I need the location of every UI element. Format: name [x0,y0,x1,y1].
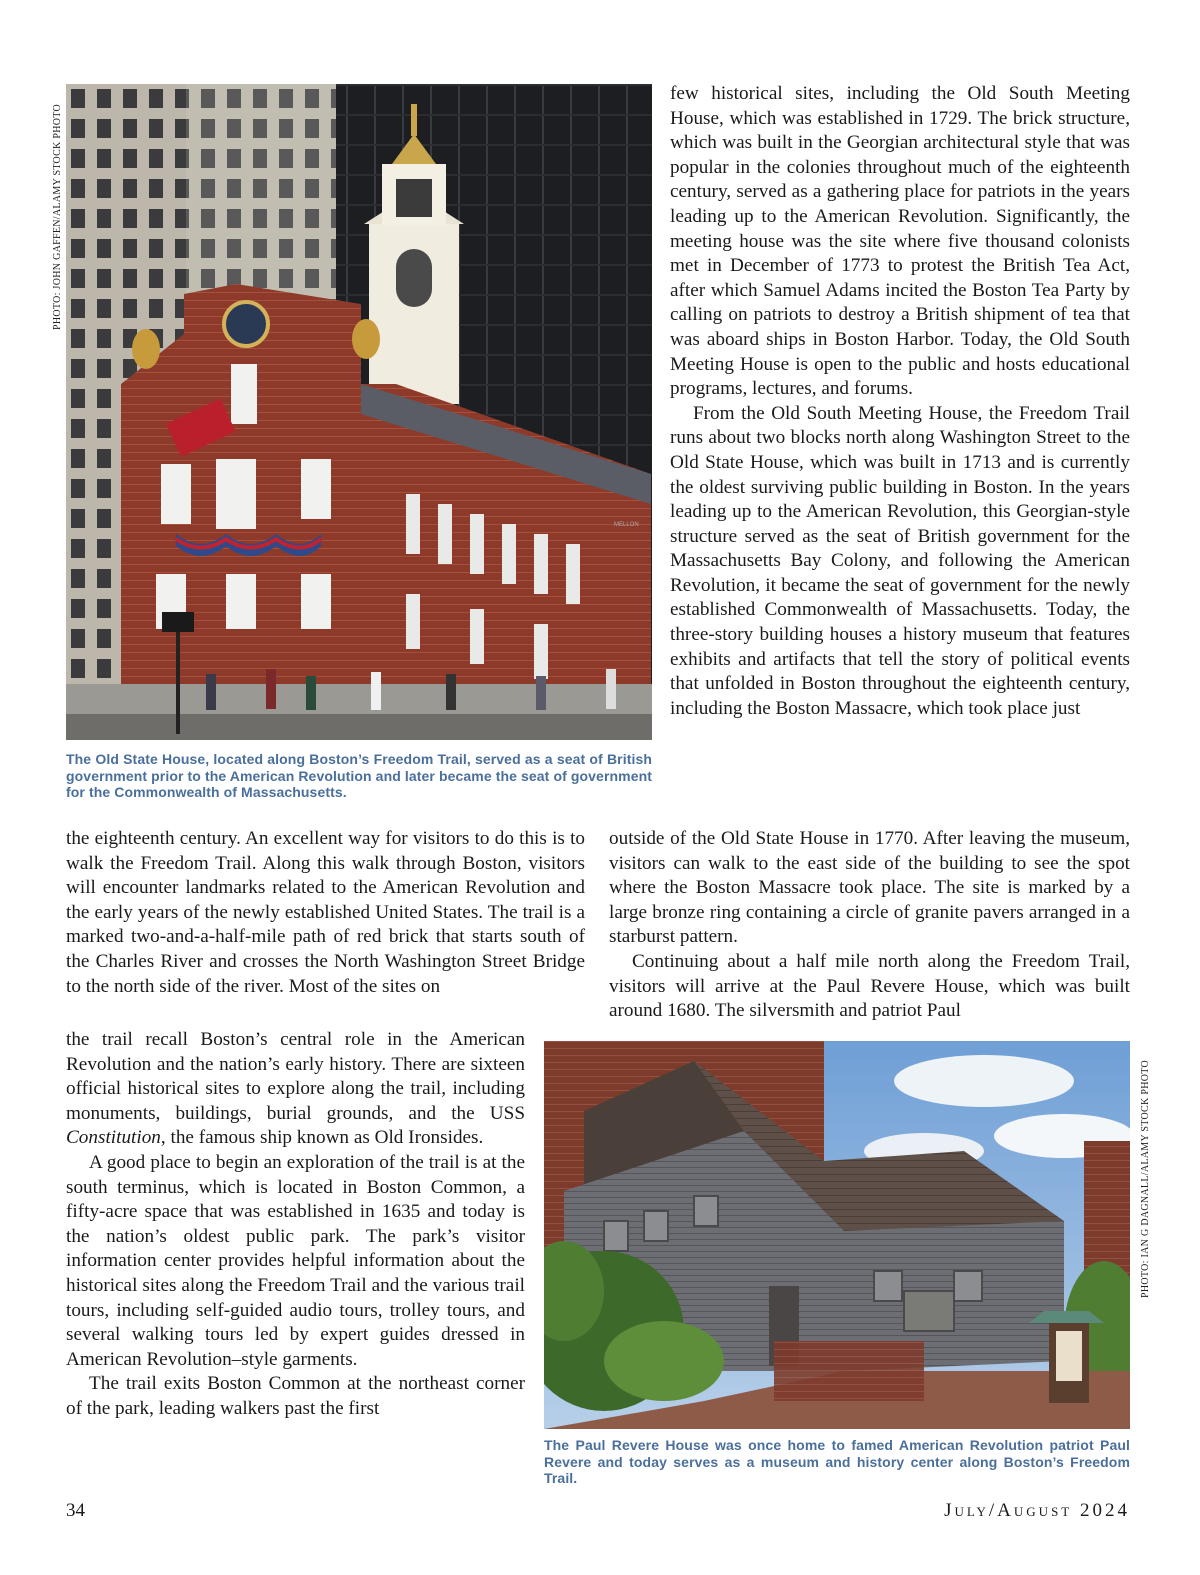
old-state-house-illustration [66,84,652,740]
mellon-sign: MELLON [614,522,639,528]
photo1-caption: The Old State House, located along Boston’s Freedom Trail, served as a seat of British government prior to the American Revolution and later became the seat of government for the Commonwealth of Massachusetts. [66,751,652,801]
paul-revere-house-photo [544,1041,1130,1429]
photo2-caption: The Paul Revere House was once home to famed American Revolution patriot Paul Revere and today serves as a museum and history center along Boston’s Freedom Trail. [544,1437,1130,1487]
photo2-credit: PHOTO: IAN G DAGNALL/ALAMY STOCK PHOTO [1140,1060,1151,1298]
photo1-credit: PHOTO: JOHN GAFFEN/ALAMY STOCK PHOTO [52,103,63,330]
left-column-text-a [66,827,585,999]
paragraph: Continuing about a half mile north along the Freedom Trail, visitors will arrive at the Paul Revere House, which was built around 1680. The silversmith and patriot Paul [609,950,1130,1022]
paragraph: A good place to begin an exploration of the trail is at the south terminus, which is located in Boston Common, a fifty-acre space that was established in 1635 and today is the nation’s oldest public park. The park’s visitor information center provides helpful information about the historical sites along the Freedom Trail and the various trail tours, including self-guided audio tours, trolley tours, and several walking tours led by expert guides dressed in American Revolution–style garments. [66,1151,525,1370]
page-number: 34 [66,1500,85,1521]
right-column-mid-text [609,827,1130,1024]
paragraph-part: the trail recall Boston’s central role in the American Revolution and the nation’s early history. There are sixteen official historical sites to explore along the trail, including monuments, buildings, burial grounds, and the USS [66,1029,525,1124]
paragraph: The trail exits Boston Common at the northeast corner of the park, leading walkers past the first [66,1373,525,1419]
paragraph [66,1028,525,1151]
paragraph: few historical sites, including the Old South Meeting House, which was established in 1729. The brick structure, which was built in the Georgian architectural style that was popular in the colonies throughout much of the eighteenth century, served as a gathering place for patriots in the years leading up to the American Revolution. Significantly, the meeting house was the site where five thousand colonists met in December of 1773 to protest the British Tea Act, after which Samuel Adams incited the Boston Tea Party by calling on patriots to destroy a British shipment of tea that was aboard ships in Boston Harbor. Today, the Old South Meeting House is open to the public and hosts educational programs, lectures, and forums. [670,83,1130,400]
paragraph: outside of the Old State House in 1770. After leaving the museum, visitors can walk to the east side of the building to see the spot where the Boston Massacre took place. The site is marked by a large bronze ring containing a circle of granite pavers arranged in a starburst pattern. [609,828,1130,948]
left-column-text-b [66,1028,525,1422]
issue-date: July/August 2024 [944,1500,1130,1521]
paul-revere-house-illustration [544,1041,1130,1429]
paragraph-part: , the famous ship known as Old Ironsides. [160,1127,484,1149]
paragraph: the eighteenth century. An excellent way for visitors to do this is to walk the Freedom Trail. Along this walk through Boston, visitors will encounter landmarks related to the American Revolution and the early years of the newly established United States. The trail is a marked two-and-a-half-mile path of red brick that starts south of the Charles River and crosses the North Washington Street Bridge to the north side of the river. Most of the sites on [66,828,585,997]
ship-name: Constitution [66,1127,161,1149]
right-column-top-text [670,82,1130,721]
old-state-house-photo [66,84,652,740]
paragraph: From the Old South Meeting House, the Freedom Trail runs about two blocks north along Washington Street to the Old State House, which was built in 1713 and is currently the oldest surviving public building in Boston. In the years leading up to the American Revolution, this Georgian-style structure served as the seat of British government for the Massachusetts Bay Colony, and following the American Revolution, it became the seat of government for the newly established Commonwealth of Massachusetts. Today, the three-story building houses a history museum that features exhibits and artifacts that tell the story of political events that unfolded in Boston throughout the eighteenth century, including the Boston Massacre, which took place just [670,402,1130,719]
